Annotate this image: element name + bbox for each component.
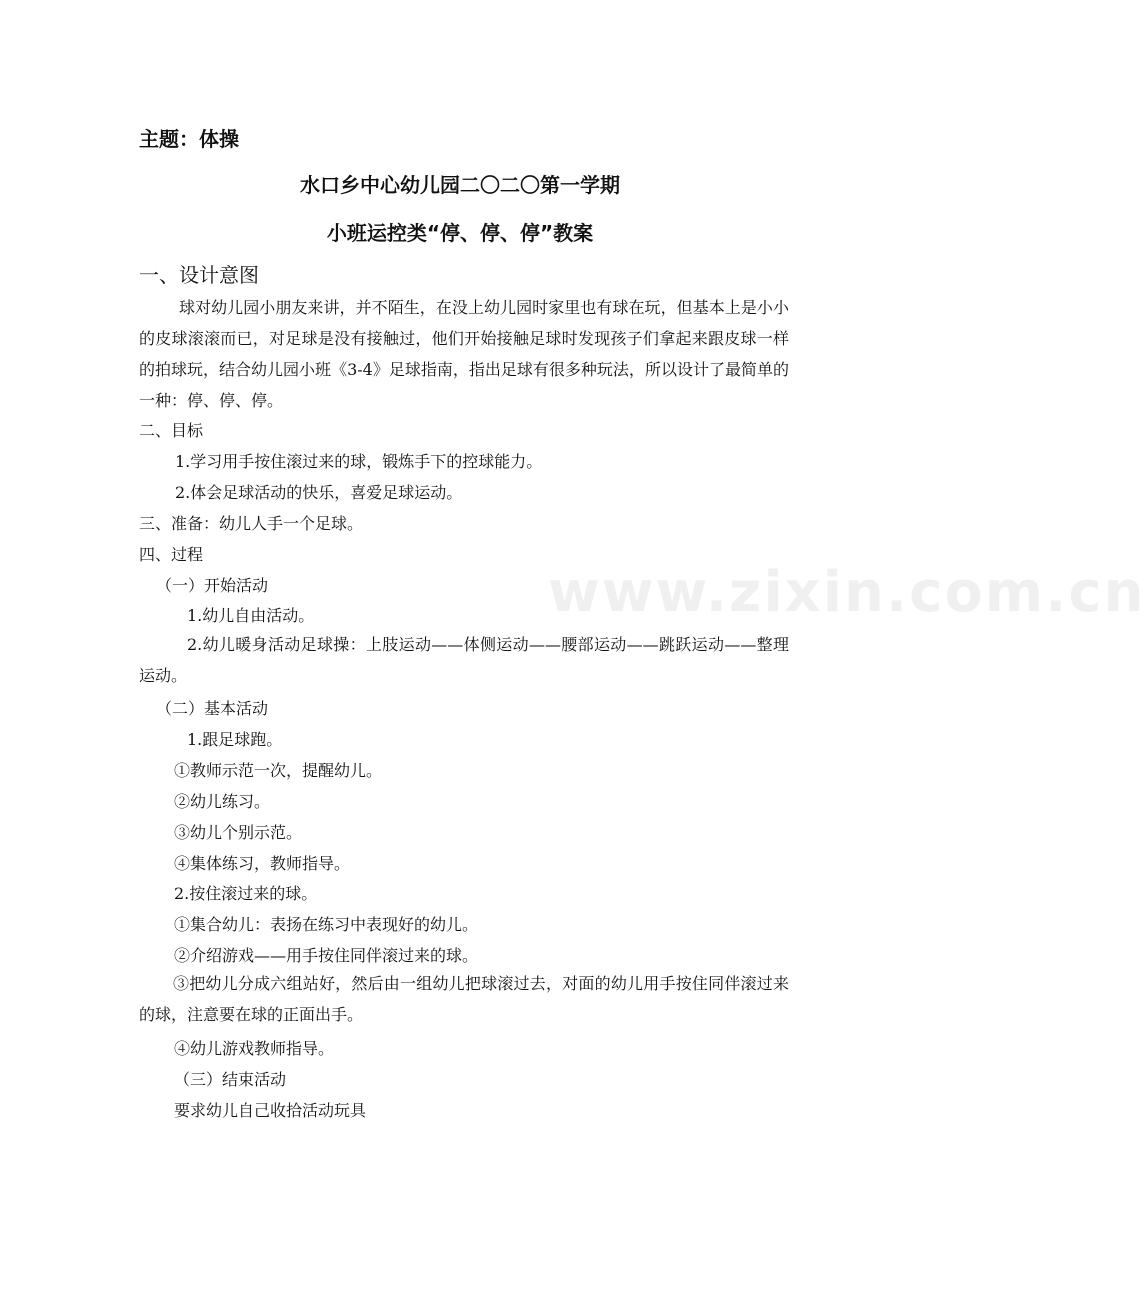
goal-item-1: 1.学习用手按住滚过来的球，锻炼手下的控球能力。	[175, 452, 543, 471]
part1-item-2: 2.幼儿暖身活动足球操：上肢运动——体侧运动——腰部运动——跳跃运动——整理运动。	[139, 635, 789, 685]
part2-item-1-c: ③幼儿个别示范。	[174, 823, 303, 842]
document-title-line2: 小班运控类“停、停、停”教案	[326, 221, 594, 245]
part2-item-1-d: ④集体练习，教师指导。	[174, 854, 351, 873]
section1-heading: 一、设计意图	[139, 263, 259, 287]
part2-item-2-c: ③把幼儿分成六组站好，然后由一组幼儿把球滚过去，对面的幼儿用手按住同伴滚过来的球，注意要在球的正面出手。	[139, 974, 789, 1024]
part2-item-1-b: ②幼儿练习。	[174, 792, 271, 811]
part2-item-2-a: ①集合幼儿：表扬在练习中表现好的幼儿。	[174, 915, 479, 934]
part2-item-1-a: ①教师示范一次，提醒幼儿。	[174, 761, 383, 780]
document-title-line1: 水口乡中心幼儿园二〇二〇第一学期	[300, 173, 620, 197]
section3-preparation: 三、准备：幼儿人手一个足球。	[139, 514, 364, 533]
part2-item-2-d: ④幼儿游戏教师指导。	[174, 1039, 335, 1058]
section1-body: 球对幼儿园小朋友来讲，并不陌生，在没上幼儿园时家里也有球在玩，但基本上是小小的皮球滚滚而已，对足球是没有接触过，他们开始接触足球时发现孩子们拿起来跟皮球一样的拍球玩，结合幼儿园小班《3-4》足球指南，指出足球有很多种玩法，所以设计了最简单的一种：停、停、停。	[139, 298, 789, 410]
watermark: www.zixin.com.cn	[548, 560, 1146, 625]
part2-heading: （二）基本活动	[156, 699, 269, 718]
part2-item-2-b: ②介绍游戏——用手按住同伴滚过来的球。	[174, 946, 479, 965]
part3-heading: （三）结束活动	[174, 1070, 287, 1089]
part1-item-1: 1.幼儿自由活动。	[187, 606, 315, 625]
section2-heading: 二、目标	[139, 421, 204, 440]
section4-heading: 四、过程	[139, 545, 204, 564]
part2-item-1: 1.跟足球跑。	[187, 730, 283, 749]
part1-heading: （一）开始活动	[156, 576, 269, 595]
goal-item-2: 2.体会足球活动的快乐，喜爱足球运动。	[175, 483, 463, 502]
part3-item-1: 要求幼儿自己收拾活动玩具	[174, 1101, 367, 1120]
part2-item-2: 2.按住滚过来的球。	[174, 884, 318, 903]
topic-heading: 主题：体操	[139, 127, 239, 151]
